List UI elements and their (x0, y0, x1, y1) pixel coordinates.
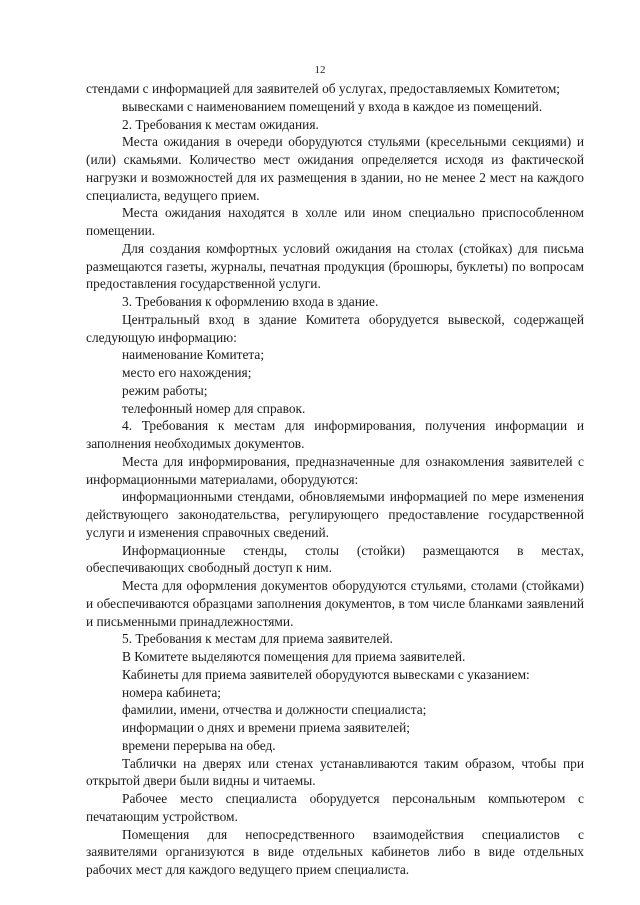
paragraph: Центральный вход в здание Комитета оборудуется вывеской, содержащей следующую информацию: (86, 311, 584, 345)
paragraph: вывесками с наименованием помещений у входа в каждое из помещений. (122, 98, 543, 114)
list-item: режим работы; (122, 382, 208, 398)
paragraph: Места для оформления документов оборудуются стульями, столами (стойками) и обеспечиваются образцами заполнения документов, в том числе бланками заявлений и письменными принадлежностями. (86, 578, 584, 629)
paragraph: информационными стендами, обновляемыми информацией по мере изменения действующего законодательства, регулирующего предоставление государственной услуги и изменения справочных сведений. (86, 489, 584, 540)
paragraph: Места ожидания находятся в холле или ином специально приспособленном помещении. (86, 205, 584, 238)
paragraph: Места для информирования, предназначенные для ознакомления заявителей с информационными материалами, оборудуются: (86, 453, 584, 487)
paragraph: В Комитете выделяются помещения для приема заявителей. (122, 649, 466, 664)
list-item: времени перерыва на обед. (122, 737, 276, 753)
section-heading: 3. Требования к оформлению входа в здание. (122, 294, 379, 309)
list-item: место его нахождения; (122, 365, 252, 380)
document-body (86, 80, 584, 879)
list-item: номера кабинета; (122, 684, 222, 700)
section-heading: 2. Требования к местам ожидания. (122, 116, 319, 132)
list-item: фамилии, имени, отчества и должности специалиста; (122, 702, 427, 718)
paragraph: Помещения для непосредственного взаимодействия специалистов с заявителями организуются в виде отдельных кабинетов либо в виде отдельных рабочих мест для каждого ведущего прием специалиста. (86, 826, 584, 877)
list-item: наименование Комитета; (122, 347, 265, 363)
paragraph: Места ожидания в очереди оборудуются стульями (кресельными секциями) и (или) скамьями. Количество мест ожидания определяется исходя из фактической нагрузки и возможностей для их размещения в здании, но не менее 2 мест на каждого специалиста, ведущего прием. (86, 134, 584, 203)
list-item: телефонный номер для справок. (122, 400, 306, 416)
section-heading: 5. Требования к местам для приема заявителей. (122, 631, 393, 647)
page-number: 12 (314, 64, 326, 76)
section-heading: 4. Требования к местам для информирования, получения информации и заполнения необходимых документов. (86, 418, 584, 451)
paragraph: Рабочее место специалиста оборудуется персональным компьютером с печатающим устройством. (86, 791, 584, 824)
paragraph: Информационные стенды, столы (стойки) размещаются в местах, обеспечивающих свободный доступ к ним. (86, 542, 584, 576)
paragraph: Для создания комфортных условий ожидания на столах (стойках) для письма размещаются газеты, журналы, печатная продукция (брошюры, буклеты) по вопросам предоставления государственной услуги. (86, 240, 584, 292)
paragraph: стендами с информацией для заявителей об услугах, предоставляемых Комитетом; (86, 81, 561, 96)
paragraph: Таблички на дверях или стенах устанавливаются таким образом, чтобы при открытой двери были видны и читаемы. (86, 755, 584, 789)
paragraph: Кабинеты для приема заявителей оборудуются вывесками с указанием: (122, 666, 530, 682)
list-item: информации о днях и времени приема заявителей; (122, 720, 410, 735)
